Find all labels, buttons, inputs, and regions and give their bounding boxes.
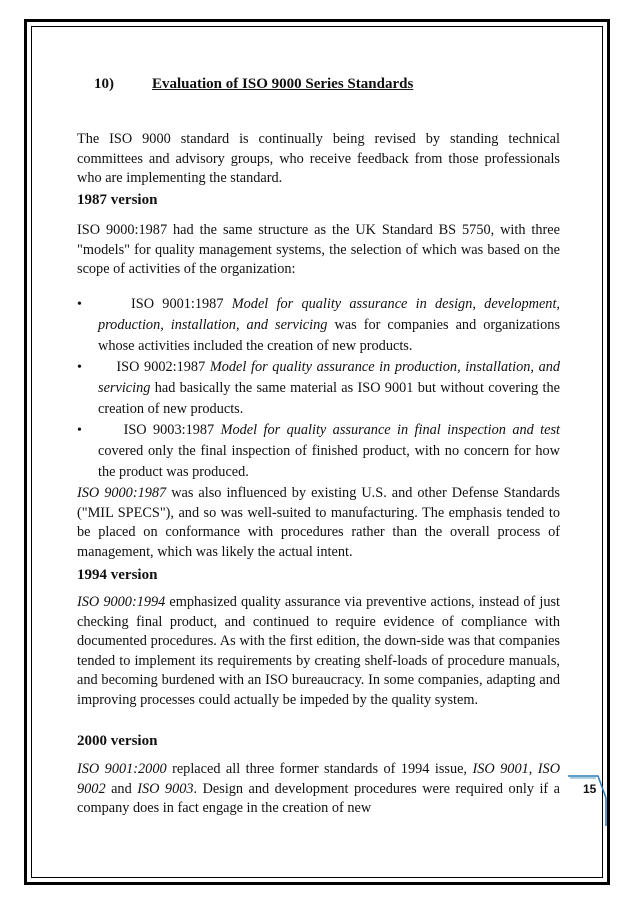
- subheading-1994: 1994 version: [77, 567, 158, 583]
- paragraph-text: . Design and development procedures were required only if a company does in fact engage in the creation of new: [77, 780, 561, 816]
- bullet-item: [77, 294, 561, 354]
- bullet-text: was for companies and organizations whose activities included the creation of new products.: [98, 317, 561, 354]
- section-heading: [94, 76, 413, 93]
- paragraph-text: was also influenced by existing U.S. and other Defense Standards ("MIL SPECS"), and so was well-suited to manufacturing. The emphasis tended to be placed on conformance with procedures rather than the overall process of management, which was likely the actual intent.: [77, 485, 560, 560]
- model-title: Model for quality assurance in production, installation, and servicing: [98, 359, 561, 396]
- standard-reference: ISO 9003: [137, 780, 194, 797]
- paragraph-1994: [77, 593, 560, 710]
- paragraph-1987-influence: [77, 484, 560, 562]
- standard-reference: ISO 9000:1987: [77, 485, 167, 501]
- paragraph-text: emphasized quality assurance via preventive actions, instead of just checking final product, and continued to require evidence of compliance with documented procedures. As with the first edition, the down-side was that companies tended to implement its requirements by creating shelf-loads of procedure manuals, and becoming burdened with an ISO bureaucracy. In some companies, adapting and improving processes could actually be impeded by the quality system.: [77, 594, 560, 708]
- bullet-icon: •: [77, 297, 82, 312]
- subheading-1987: 1987 version: [77, 192, 158, 208]
- paragraph-2000: [77, 760, 560, 819]
- bullet-text: covered only the final inspection of finished product, with no concern for how the product was produced.: [98, 443, 560, 480]
- paragraph-1987: ISO 9000:1987 had the same structure as the UK Standard BS 5750, with three "models" for quality management systems, the selection of which was based on the scope of activities of the organization:: [77, 222, 560, 277]
- model-title: Model for quality assurance in final inspection and test: [220, 422, 561, 438]
- paragraph-text: replaced all three former standards of 1994 issue,: [172, 761, 468, 777]
- section-title: Evaluation of ISO 9000 Series Standards: [152, 76, 414, 92]
- section-number: 10): [94, 76, 114, 92]
- bullet-item: [77, 357, 561, 417]
- bullet-icon: •: [77, 423, 82, 438]
- standard-reference: ISO 9002: [77, 761, 561, 797]
- bullet-text: had basically the same material as ISO 9001 but without covering the creation of new products.: [98, 380, 560, 417]
- intro-paragraph: The ISO 9000 standard is continually being revised by standing technical committees and advisory groups, who receive feedback from those professionals who are implementing the standard.: [77, 131, 560, 186]
- standard-code: ISO 9003:1987: [123, 422, 215, 438]
- standard-code: ISO 9002:1987: [116, 359, 206, 375]
- subheading-2000: 2000 version: [77, 733, 158, 749]
- paragraph-text: ,: [528, 761, 533, 777]
- standard-reference: ISO 9000:1994: [77, 594, 166, 610]
- standard-reference: ISO 9001: [472, 761, 529, 777]
- page-number: 15: [583, 782, 597, 796]
- standard-reference: ISO 9001:2000: [77, 761, 167, 777]
- bullet-icon: •: [77, 360, 82, 375]
- standard-code: ISO 9001:1987: [131, 296, 224, 312]
- model-title: Model for quality assurance in design, development, production, installation, and servicing: [98, 296, 560, 333]
- paragraph-text: and: [111, 780, 132, 797]
- bullet-item: [77, 420, 561, 480]
